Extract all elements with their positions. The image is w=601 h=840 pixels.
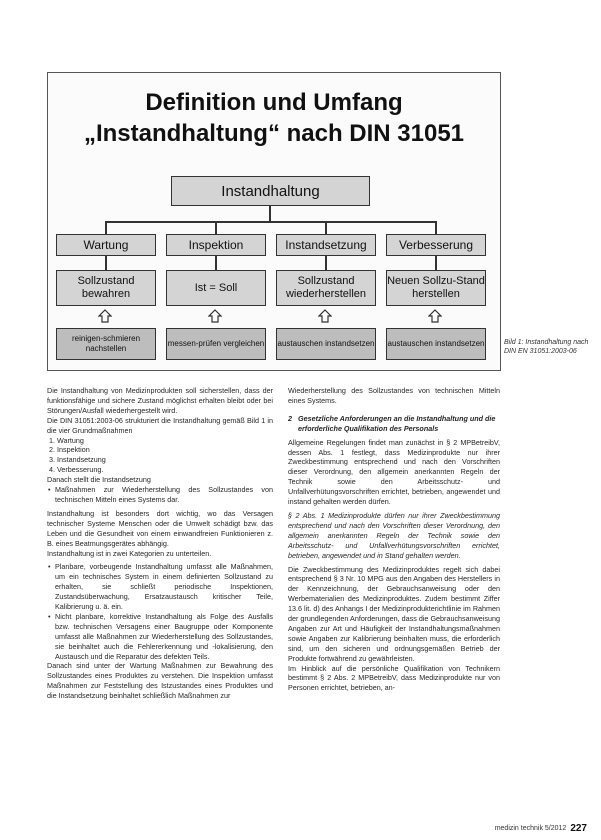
section-heading bbox=[288, 414, 500, 434]
up-arrow-icon bbox=[318, 309, 332, 323]
paragraph: Die DIN 31051:2003-06 strukturiert die Instandhaltung gemäß Bild 1 in die vier Grundmaßnahmen bbox=[47, 415, 273, 435]
figure-title-line2: „Instandhaltung“ nach DIN 31051 bbox=[83, 120, 465, 147]
figure-caption: Bild 1: Instandhaltung nach DIN EN 31051:2003-06 bbox=[504, 339, 589, 355]
connector-cat-goal-2 bbox=[215, 255, 217, 270]
activity-box-1: reinigen-schmieren nachstellen bbox=[56, 328, 156, 360]
paragraph: Die Zweckbestimmung des Medizinproduktes regelt sich dabei entsprechend § 3 Nr. 10 MPG aus den Angaben des Herstellers in der Kennzeichnung, der Gebrauchsanweisung oder den Werbematerialien des Medizinproduktes. Zudem bestimmt Ziffer 13.6 lit. d) des Anhangs I der Medizinprodukterichtlinie im Rahmen der grundlegenden Anforderungen, dass die Gebrauchsanweisung Angaben zur Art und Häufigkeit der Instandhaltungsmaßnahmen sowie Angaben zur Kalibrierung beinhalten muss, die erforderlich sind, um den sicheren und ordnungsgemäßen Betrieb der Produkte fortwährend zu gewährleisten. bbox=[288, 564, 500, 663]
connector-col-4 bbox=[435, 221, 437, 234]
category-box-4: Verbesserung bbox=[386, 234, 486, 256]
figure-title bbox=[48, 87, 500, 149]
connector-cat-goal-1 bbox=[105, 255, 107, 270]
connector-horizontal bbox=[105, 221, 435, 223]
bullet-list bbox=[47, 562, 273, 661]
connector-root bbox=[269, 205, 271, 222]
paragraph: Im Hinblick auf die persönliche Qualifikation von Technikern bestimmt § 2 Abs. 2 MPBetreibV, dass Medizinprodukte nur von Personen errichtet, betrieben, an- bbox=[288, 663, 500, 693]
category-box-1: Wartung bbox=[56, 234, 156, 256]
list-item: 3. Instandsetzung bbox=[57, 455, 273, 465]
bullet-item: • Nicht planbare, korrektive Instandhaltung als Folge des Ausfalls bzw. technischen Versagens einer Baugruppe oder Komponente umfasst alle Maßnahmen zur Wiederherstellung des Sollzustandes, sie beinhaltet auch die Fehlererkennung und -lokalisierung, den Austausch und die Reparatur des defekten Teils. bbox=[55, 612, 273, 662]
root-box: Instandhaltung bbox=[171, 176, 370, 206]
category-box-2: Inspektion bbox=[166, 234, 266, 256]
connector-col-3 bbox=[325, 221, 327, 234]
text-column-right bbox=[288, 386, 500, 693]
page-number: 227 bbox=[570, 823, 587, 834]
connector-cat-goal-4 bbox=[435, 255, 437, 270]
goal-box-1: Sollzustand bewahren bbox=[56, 270, 156, 306]
bullet-item: • Planbare, vorbeugende Instandhaltung umfasst alle Maßnahmen, um ein technisches System in einem definierten Sollzustand zu erhalten, sie schließt periodische Inspektionen, Zustandsüberwachung, Ersatzaustausch kritischer Teile, Kalibrierung u. ä. ein. bbox=[55, 562, 273, 612]
list-item: 2. Inspektion bbox=[57, 445, 273, 455]
paragraph: Instandhaltung ist besonders dort wichtig, wo das Versagen technischer Systeme Menschen oder die Umwelt schädigt bzw. das Leben und die Gesundheit von einem einwandfreien Funktionieren z. B. eines Beatmungsgerätes abhängig. bbox=[47, 508, 273, 548]
bullet-item: • Maßnahmen zur Wiederherstellung des Sollzustandes von technischen Mitteln eines Systems dar. bbox=[55, 485, 273, 505]
bullet-list bbox=[47, 485, 273, 505]
activity-box-4: austauschen instandsetzen bbox=[386, 328, 486, 360]
activity-box-2: messen-prüfen vergleichen bbox=[166, 328, 266, 360]
paragraph: Allgemeine Regelungen findet man zunächst in § 2 MPBetreibV, dessen Abs. 1 festlegt, dass Medizinprodukte nur ihrer Zweckbestimmung entsprechend und nach den Vorschriften dieser Verordnung, den allgemein anerkannten Regeln der Technik sowie den Arbeitsschutz- und Unfallverhütungsvorschriften errichtet, betrieben, angewendet und instand gehalten werden dürfen. bbox=[288, 437, 500, 507]
paragraph: Instandhaltung ist in zwei Kategorien zu unterteilen. bbox=[47, 548, 212, 558]
list-item: 1. Wartung bbox=[57, 436, 273, 446]
paragraph: Wiederherstellung des Sollzustandes von technischen Mitteln eines Systems. bbox=[288, 386, 500, 405]
section-number: 2 bbox=[288, 413, 292, 423]
up-arrow-icon bbox=[428, 309, 442, 323]
connector-col-2 bbox=[215, 221, 217, 234]
figure-title-line1: Definition und Umfang bbox=[145, 89, 403, 116]
journal-name: medizin technik 5/2012 bbox=[494, 825, 567, 832]
paragraph: Die Instandhaltung von Medizinprodukten soll sicherstellen, dass der funktionsfähige und sichere Zustand möglichst erhalten bleibt oder bei Störungen/Ausfall wiederhergestellt wird. bbox=[47, 386, 273, 415]
connector-col-1 bbox=[105, 221, 107, 234]
activity-box-3: austauschen instandsetzen bbox=[276, 328, 376, 360]
category-box-3: Instandsetzung bbox=[276, 234, 376, 256]
connector-cat-goal-3 bbox=[325, 255, 327, 270]
page-footer bbox=[495, 823, 587, 834]
figure-instandhaltung bbox=[47, 72, 501, 371]
list-item: 4. Verbesserung. bbox=[57, 465, 273, 475]
section-title: Gesetzliche Anforderungen an die Instandhaltung und die erforderliche Qualifikation des Personals bbox=[298, 413, 496, 433]
up-arrow-icon bbox=[98, 309, 112, 323]
text-column-left bbox=[47, 386, 273, 701]
goal-box-3: Sollzustand wiederherstellen bbox=[276, 270, 376, 306]
law-quote: § 2 Abs. 1 Medizinprodukte dürfen nur ihrer Zweckbestimmung entsprechend und nach den Vorschriften dieser Verordnung, den allgemein anerkannten Regeln der Technik sowie den Arbeitsschutz- und Unfallverhütungsvorschriften errichtet, betrieben, angewendet und in Stand gehalten werden. bbox=[288, 510, 500, 560]
up-arrow-icon bbox=[208, 309, 222, 323]
numbered-list bbox=[47, 436, 273, 476]
goal-box-4: Neuen Sollzu-Stand herstellen bbox=[386, 270, 486, 306]
paragraph: Danach stellt die Instandsetzung bbox=[47, 475, 151, 485]
paragraph: Danach sind unter der Wartung Maßnahmen zur Bewahrung des Sollzustandes eines Produktes zu verstehen. Die Inspektion umfasst Maßnahmen zur Feststellung des Istzustandes eines Produktes und die Instandsetzung beinhaltet schließlich Maßnahmen zur bbox=[47, 661, 273, 701]
goal-box-2: Ist = Soll bbox=[166, 270, 266, 306]
